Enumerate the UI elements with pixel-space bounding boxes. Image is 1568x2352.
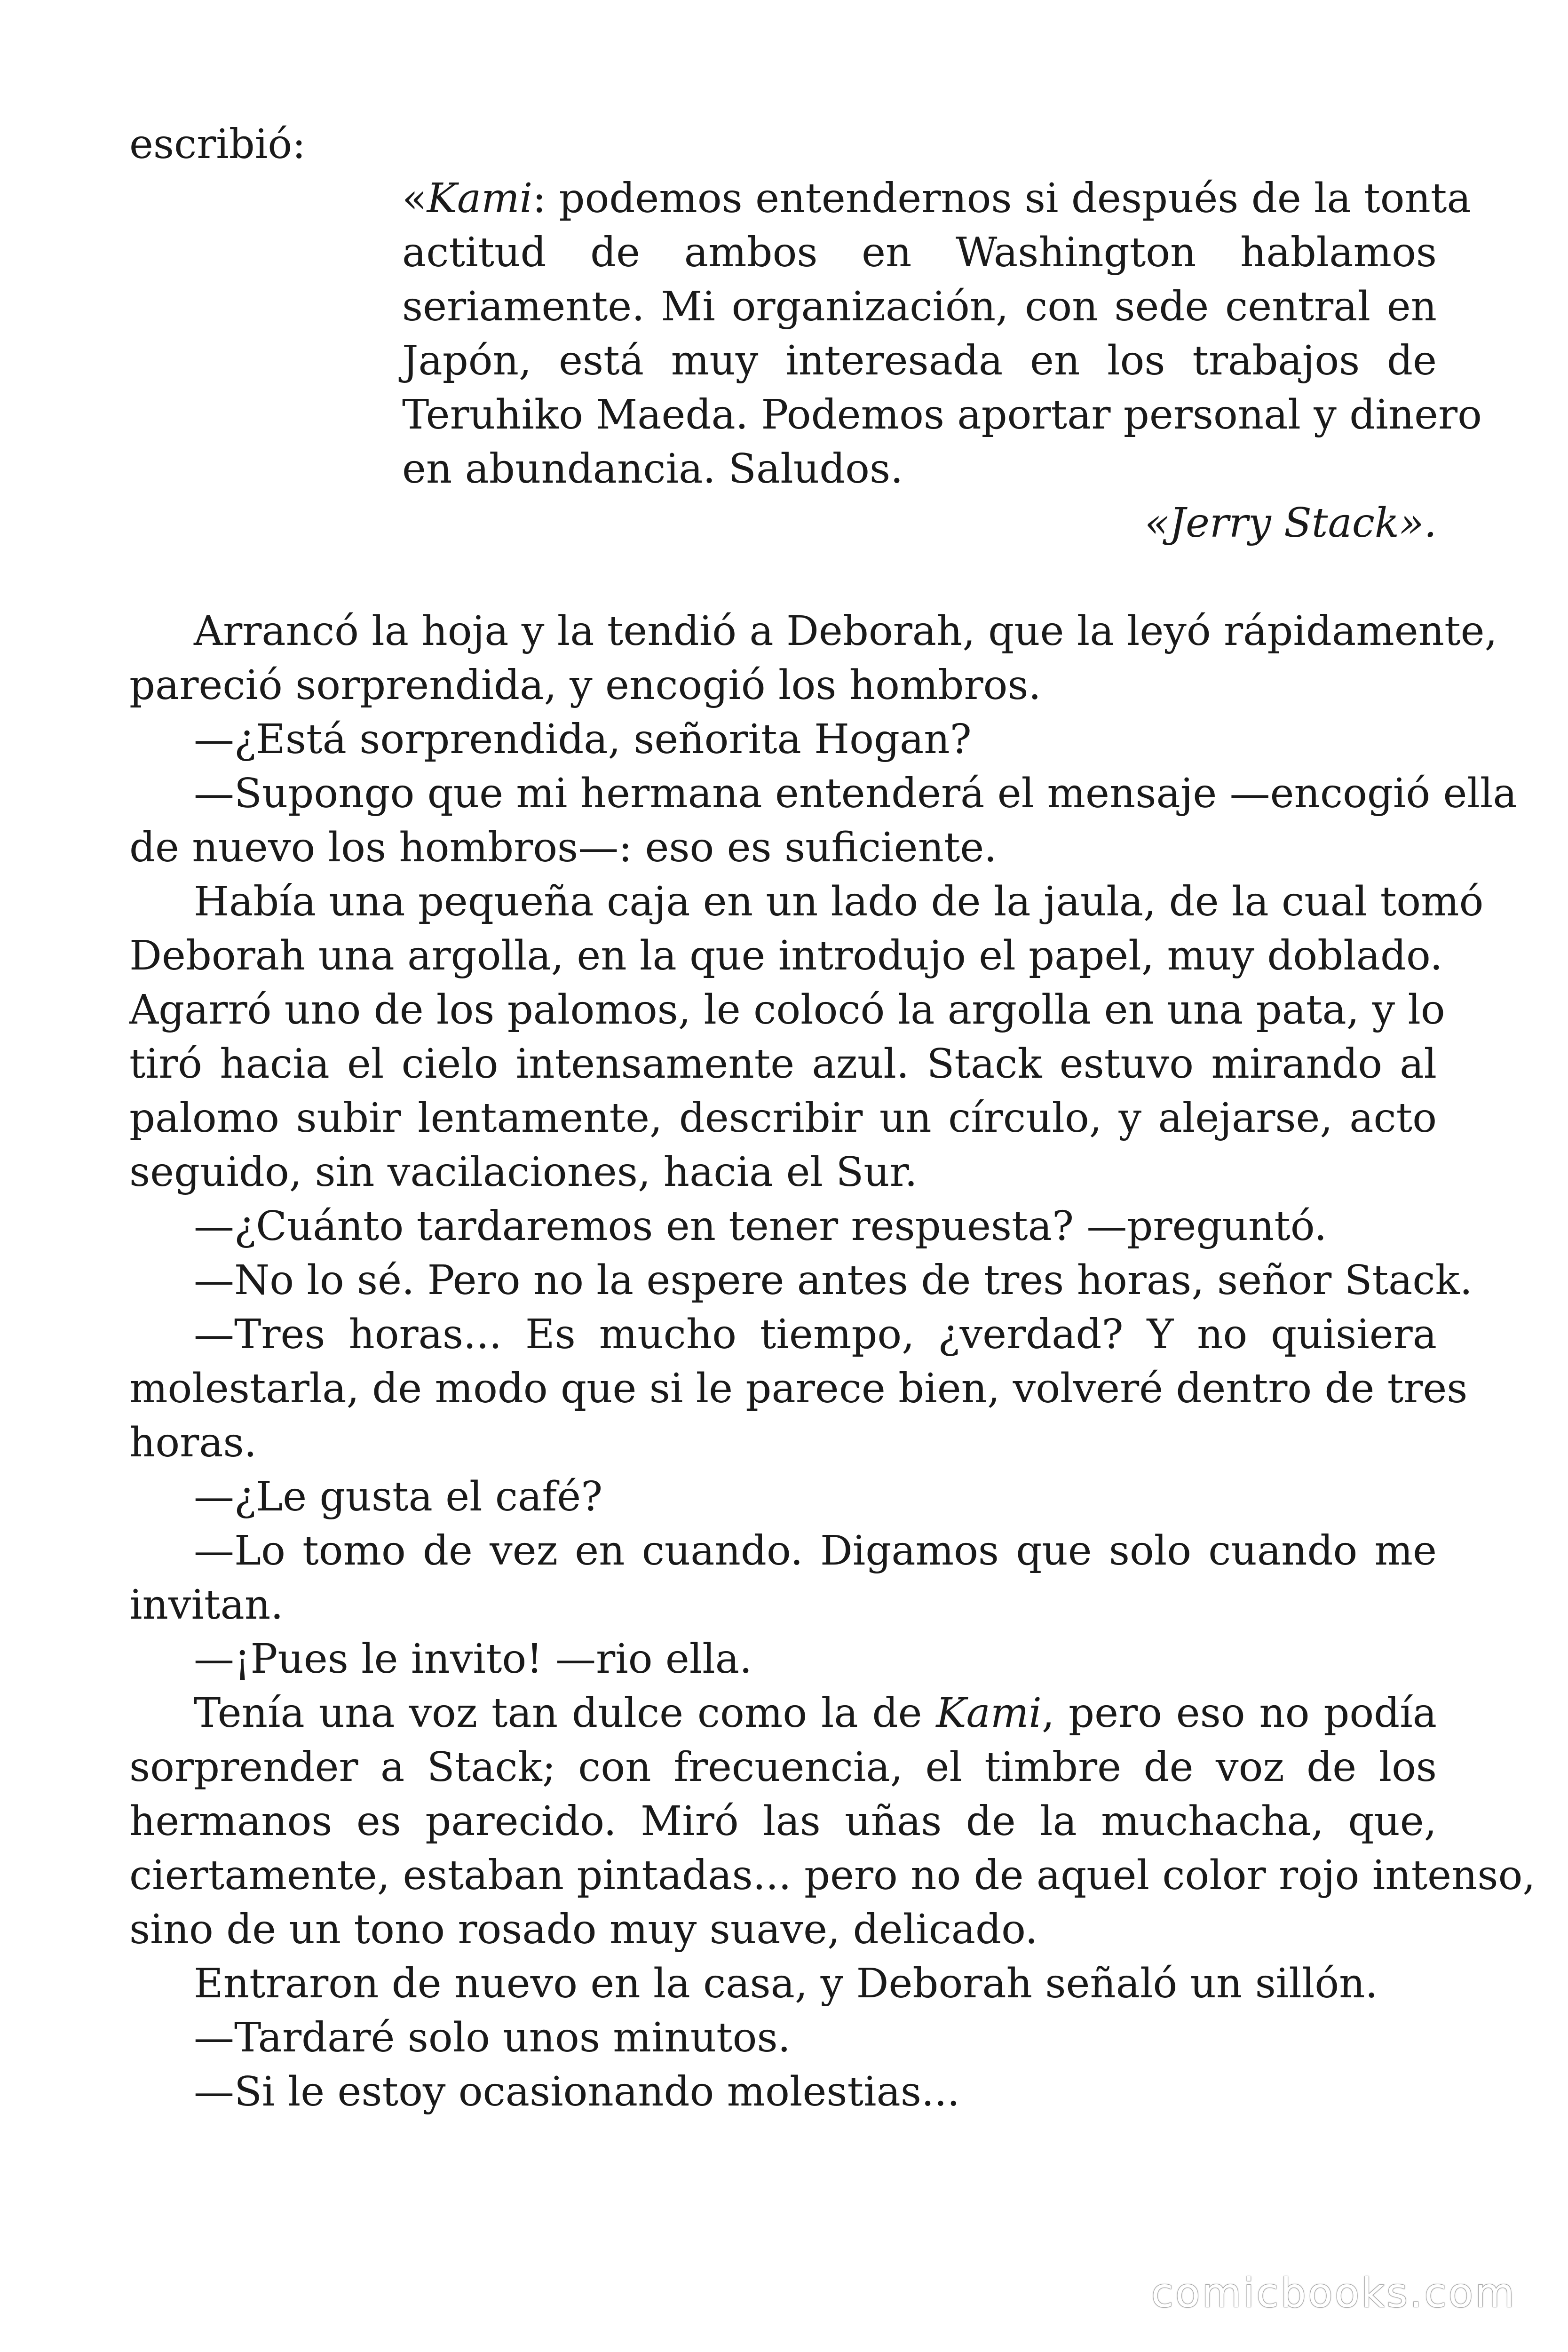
site-watermark: comicbooks.com <box>1151 2270 1516 2317</box>
quote-line: seriamente. Mi organización, con sede central en <box>402 283 1437 330</box>
quote-line: actitud de ambos en Washington hablamos <box>402 229 1437 276</box>
text-line: tiró hacia el cielo intensamente azul. Stack estuvo mirando al <box>129 1041 1437 1088</box>
text-line: —Lo tomo de vez en cuando. Digamos que solo cuando me <box>194 1527 1437 1574</box>
narrative-text <box>129 604 1536 2119</box>
quote-signature: «Jerry Stack». <box>1144 500 1437 547</box>
text-line: Tenía una voz tan dulce como la de Kami, pero eso no podía <box>194 1690 1437 1737</box>
text-line: —¿Está sorprendida, señorita Hogan? <box>194 716 972 763</box>
intro-line: escribió: <box>129 121 306 168</box>
text-line: —¿Le gusta el café? <box>194 1473 603 1520</box>
text-line: —Supongo que mi hermana entenderá el mensaje —encogió ella <box>194 770 1517 817</box>
text-line: sino de un tono rosado muy suave, delicado. <box>129 1906 1038 1953</box>
quote-line: «Kami: podemos entendernos si después de la tonta <box>402 175 1471 222</box>
text-line: Arrancó la hoja y la tendió a Deborah, que la leyó rápidamente, <box>194 608 1497 655</box>
text-line: —Tres horas... Es mucho tiempo, ¿verdad? Y no quisiera <box>194 1311 1437 1358</box>
text-line: palomo subir lentamente, describir un círculo, y alejarse, acto <box>129 1095 1437 1142</box>
text-line: —Tardaré solo unos minutos. <box>194 2014 791 2061</box>
text-line: hermanos es parecido. Miró las uñas de la muchacha, que, <box>129 1798 1437 1845</box>
text-line: Había una pequeña caja en un lado de la jaula, de la cual tomó <box>194 878 1484 925</box>
text-line: ciertamente, estaban pintadas... pero no de aquel color rojo intenso, <box>129 1852 1536 1899</box>
quote-line: Teruhiko Maeda. Podemos aportar personal y dinero <box>402 391 1482 438</box>
text-line: —Si le estoy ocasionando molestias... <box>194 2068 960 2115</box>
book-page <box>129 118 1536 2119</box>
text-line: sorprender a Stack; con frecuencia, el timbre de voz de los <box>129 1744 1437 1791</box>
text-line: Deborah una argolla, en la que introdujo el papel, muy doblado. <box>129 932 1443 979</box>
quote-line: en abundancia. Saludos. <box>402 445 903 493</box>
text-line: seguido, sin vacilaciones, hacia el Sur. <box>129 1149 918 1196</box>
text-line: invitan. <box>129 1581 284 1629</box>
text-line: horas. <box>129 1419 257 1466</box>
quote-line: Japón, está muy interesada en los trabajos de <box>402 337 1437 384</box>
text-line: pareció sorprendida, y encogió los hombros. <box>129 662 1041 709</box>
text-line: molestarla, de modo que si le parece bien, volveré dentro de tres <box>129 1365 1468 1412</box>
letter-quote <box>402 172 1482 550</box>
text-line: Entraron de nuevo en la casa, y Deborah señaló un sillón. <box>194 1960 1378 2007</box>
text-line: —¿Cuánto tardaremos en tener respuesta? —preguntó. <box>194 1203 1327 1250</box>
text-line: —No lo sé. Pero no la espere antes de tres horas, señor Stack. <box>194 1257 1473 1304</box>
text-line: de nuevo los hombros—: eso es suficiente. <box>129 824 997 871</box>
section-gap <box>129 550 1437 604</box>
text-line: Agarró uno de los palomos, le colocó la argolla en una pata, y lo <box>129 986 1445 1033</box>
text-line: —¡Pues le invito! —rio ella. <box>194 1636 752 1683</box>
